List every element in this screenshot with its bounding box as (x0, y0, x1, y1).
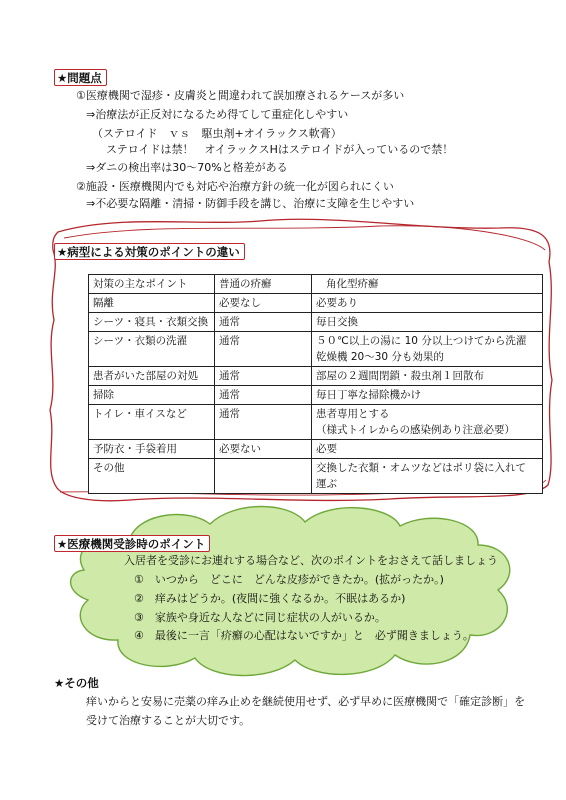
other-line: 痒いからと安易に売薬の痒み止めを継続使用せず、必ず早めに医療機関で「確定診断」を (86, 695, 526, 708)
table-cell: 通常 (215, 386, 312, 405)
problem-line: ステロイドは禁！ オイラックスHはステロイドが入っているので禁！ (106, 143, 454, 156)
table-cell: 必要なし (215, 294, 312, 313)
problem-line: ⇒治療法が正反対になるため得てして重症化しやすい (86, 108, 349, 121)
table-cell: 毎日交換 (312, 313, 543, 332)
table-cell: 予防衣・手袋着用 (89, 440, 215, 459)
table-cell: 通常 (215, 332, 312, 367)
problem-line: ②施設・医療機関内でも対応や治療方針の統一化が図られにくい (76, 180, 394, 193)
consultation-point: ② 痒みはどうか。(夜間に強くなるか。不眠はあるか) (134, 592, 406, 605)
table-cell: 通常 (215, 405, 312, 440)
table-cell: 毎日丁寧な掃除機かけ (312, 386, 543, 405)
table-cell: ５０℃以上の湯に 10 分以上つけてから洗濯 乾燥機 20～30 分も効果的 (312, 332, 543, 367)
problem-line: ⇒不必要な隔離・清掃・防御手段を講じ、治療に支障を生じやすい (86, 197, 415, 210)
table-cell: シーツ・衣類の洗濯 (89, 332, 215, 367)
table-cell: トイレ・車イスなど (89, 405, 215, 440)
other-heading: ★その他 (54, 676, 99, 690)
header-cell: 対策の主なポイント (89, 275, 215, 294)
table-cell: 必要 (312, 440, 543, 459)
table-cell: 必要あり (312, 294, 543, 313)
table-cell: 隔離 (89, 294, 215, 313)
table-cell: 必要ない (215, 440, 312, 459)
consultation-point: ③ 家族や身近な人などに同じ症状の人がいるか。 (134, 611, 386, 624)
table-cell: 部屋の２週間閉鎖・殺虫剤１回散布 (312, 367, 543, 386)
consultation-intro: 入居者を受診にお連れする場合など、次のポイントをおさえて話しましょう (124, 554, 498, 567)
problem-line: ①医療機関で湿疹・皮膚炎と間違われて誤加療されるケースが多い (76, 89, 405, 102)
consultation-heading: ★医療機関受診時のポイント (54, 535, 210, 552)
consultation-point: ① いつから どこに どんな皮疹ができたか。(拡がったか。) (134, 573, 444, 586)
table-cell: 患者がいた部屋の対処 (89, 367, 215, 386)
table-cell: 交換した衣類・オムツなどはポリ袋に入れて 運ぶ (312, 459, 543, 494)
problem-line: ⇒ダニの検出率は30～70%と格差がある (86, 161, 288, 174)
comparison-heading: ★病型による対策のポイントの違い (54, 243, 245, 260)
table-cell: 掃除 (89, 386, 215, 405)
table-cell: その他 (89, 459, 215, 494)
problems-heading: ★問題点 (54, 69, 107, 86)
table-cell: 通常 (215, 313, 312, 332)
header-cell: 角化型疥癬 (312, 275, 543, 294)
problem-line: （ステロイド ｖｓ 駆虫剤+オイラックス軟膏） (92, 127, 342, 140)
consultation-point: ④ 最後に一言「疥癬の心配はないですか」と 必ず聞きましょう。 (134, 629, 474, 642)
table-cell: 通常 (215, 367, 312, 386)
other-line: 受けて治療することが大切です。 (86, 714, 251, 727)
table-cell: 患者専用とする （様式トイレからの感染例あり注意必要） (312, 405, 543, 440)
table-cell: シーツ・寝具・衣類交換 (89, 313, 215, 332)
header-cell: 普通の疥癬 (215, 275, 312, 294)
